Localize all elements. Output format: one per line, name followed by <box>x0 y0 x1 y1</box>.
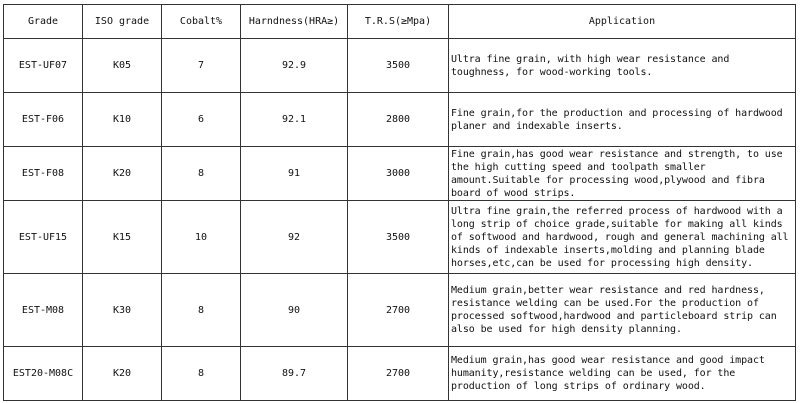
application-cell: Ultra fine grain,the referred process of hardwood with a long strip of choice grade,suitable for making all kinds of softwood and hardwood, rough and general machining all kinds of indexable inserts,molding and planning blade horses,etc,can be used for processing high density. <box>449 201 796 274</box>
grade-cell: EST-F08 <box>4 147 83 201</box>
grade-cell: EST-UF07 <box>4 39 83 93</box>
application-cell: Fine grain,for the production and processing of hardwood planer and indexable inserts. <box>449 93 796 147</box>
table-header-row <box>4 5 796 39</box>
trs-cell: 3500 <box>348 39 449 93</box>
cobalt-cell: 8 <box>162 274 241 347</box>
iso-grade-cell: K20 <box>83 347 162 401</box>
iso-grade-cell: K10 <box>83 93 162 147</box>
header-trs: T.R.S(≥Mpa) <box>348 5 449 39</box>
grade-cell: EST20-M08C <box>4 347 83 401</box>
application-cell: Fine grain,has good wear resistance and strength, to use the high cutting speed and toolpath smaller amount.Suitable for processing wood,plywood and fibra board of wood strips. <box>449 147 796 201</box>
trs-cell: 3500 <box>348 201 449 274</box>
iso-grade-cell: K05 <box>83 39 162 93</box>
trs-cell: 2700 <box>348 274 449 347</box>
iso-grade-cell: K30 <box>83 274 162 347</box>
header-application: Application <box>449 5 796 39</box>
cobalt-cell: 7 <box>162 39 241 93</box>
cobalt-cell: 10 <box>162 201 241 274</box>
cobalt-cell: 8 <box>162 347 241 401</box>
grade-cell: EST-F06 <box>4 93 83 147</box>
hardness-cell: 92.9 <box>241 39 348 93</box>
header-grade: Grade <box>4 5 83 39</box>
application-cell: Medium grain,has good wear resistance and good impact humanity,resistance welding can be used, for the production of long strips of ordinary wood. <box>449 347 796 401</box>
table-row <box>4 147 796 201</box>
table-row <box>4 347 796 401</box>
hardness-cell: 92 <box>241 201 348 274</box>
application-cell: Ultra fine grain, with high wear resistance and toughness, for wood-working tools. <box>449 39 796 93</box>
cobalt-cell: 6 <box>162 93 241 147</box>
hardness-cell: 91 <box>241 147 348 201</box>
trs-cell: 2700 <box>348 347 449 401</box>
application-cell: Medium grain,better wear resistance and red hardness, resistance welding can be used.For the production of processed softwood,hardwood and particleboard strip can also be used for high density planning. <box>449 274 796 347</box>
table-row <box>4 201 796 274</box>
grade-cell: EST-M08 <box>4 274 83 347</box>
table-row <box>4 274 796 347</box>
table-row <box>4 93 796 147</box>
iso-grade-cell: K20 <box>83 147 162 201</box>
trs-cell: 2800 <box>348 93 449 147</box>
hardness-cell: 89.7 <box>241 347 348 401</box>
header-cobalt: Cobalt% <box>162 5 241 39</box>
table-row <box>4 39 796 93</box>
hardness-cell: 92.1 <box>241 93 348 147</box>
cobalt-cell: 8 <box>162 147 241 201</box>
trs-cell: 3000 <box>348 147 449 201</box>
header-iso-grade: ISO grade <box>83 5 162 39</box>
grade-cell: EST-UF15 <box>4 201 83 274</box>
carbide-grades-table <box>3 4 796 401</box>
hardness-cell: 90 <box>241 274 348 347</box>
iso-grade-cell: K15 <box>83 201 162 274</box>
header-hardness: Harndness(HRA≥) <box>241 5 348 39</box>
